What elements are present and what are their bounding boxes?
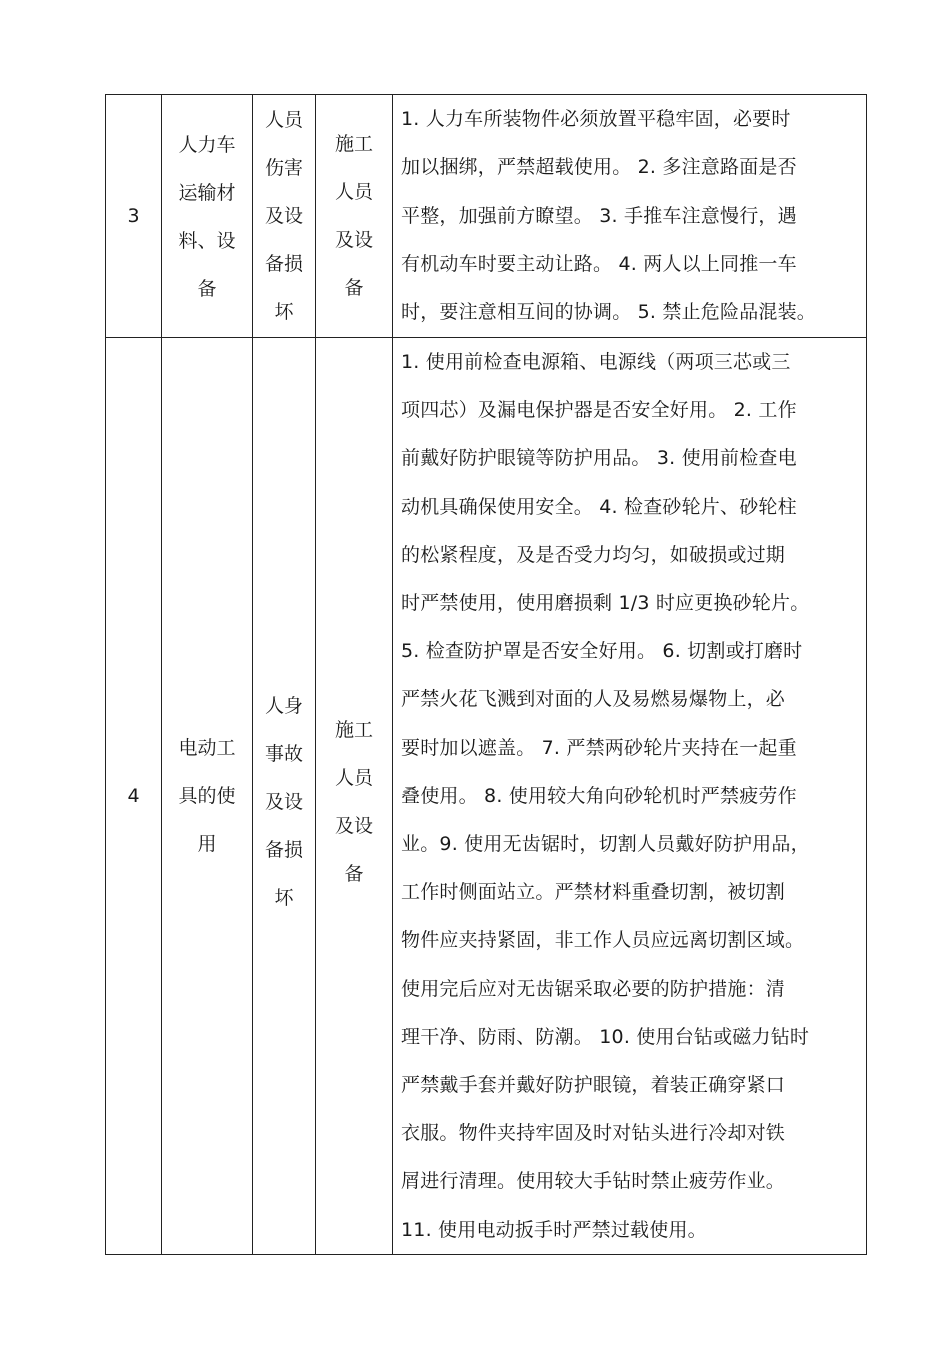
target-text: 及设 — [334, 229, 373, 251]
measure-line: 1. 人力车所装物件必须放置平稳牢固，必要时 — [401, 108, 791, 130]
target-text: 备 — [344, 862, 364, 885]
hazard-text: 坏 — [274, 301, 294, 323]
hazard-text: 坏 — [274, 886, 294, 909]
target-text: 备 — [344, 277, 364, 299]
table-row — [106, 338, 867, 1255]
target-cell — [316, 95, 393, 338]
measure-line: 加以捆绑，严禁超载使用。 2. 多注意路面是否 — [401, 156, 797, 179]
measure-line: 动机具确保使用安全。 4. 检查砂轮片、砂轮柱 — [401, 495, 797, 518]
hazard-text: 事故 — [264, 742, 303, 765]
activity-text: 用 — [197, 832, 217, 855]
activity-cell — [162, 95, 253, 338]
hazard-text: 及设 — [264, 205, 303, 227]
measure-line: 11. 使用电动扳手时严禁过载使用。 — [401, 1218, 707, 1241]
row-number: 3 — [106, 95, 162, 338]
measure-line: 项四芯）及漏电保护器是否安全好用。 2. 工作 — [401, 399, 797, 422]
measure-line: 严禁戴手套并戴好防护眼镜，着装正确穿紧口 — [401, 1074, 786, 1097]
measure-line: 严禁火花飞溅到对面的人及易燃易爆物上，必 — [401, 688, 786, 711]
hazard-text: 人身 — [264, 694, 303, 717]
measure-line: 的松紧程度，及是否受力均匀，如破损或过期 — [401, 543, 786, 566]
activity-text: 运输材 — [178, 182, 236, 204]
measure-line: 要时加以遮盖。 7. 严禁两砂轮片夹持在一起重 — [401, 736, 797, 759]
measure-line: 屑进行清理。使用较大手钻时禁止疲劳作业。 — [401, 1170, 786, 1193]
hazard-text: 伤害 — [264, 157, 303, 179]
measure-line: 前戴好防护眼镜等防护用品。 3. 使用前检查电 — [401, 447, 797, 470]
activity-text: 备 — [197, 278, 217, 300]
hazard-text: 人员 — [264, 109, 303, 131]
target-text: 施工 — [334, 718, 373, 741]
measure-line: 使用完后应对无齿锯采取必要的防护措施：清 — [401, 977, 786, 1000]
measures-cell — [393, 95, 867, 338]
measure-line: 1. 使用前检查电源箱、电源线（两项三芯或三 — [401, 351, 791, 373]
target-text: 人员 — [334, 181, 373, 203]
activity-text: 人力车 — [178, 134, 236, 156]
measure-line: 时严禁使用，使用磨损剩 1/3 时应更换砂轮片。 — [401, 592, 810, 615]
safety-measures-table — [105, 94, 867, 1255]
measure-line: 叠使用。 8. 使用较大角向砂轮机时严禁疲劳作 — [401, 784, 797, 807]
activity-text: 具的使 — [178, 784, 236, 807]
activity-text: 料、设 — [178, 230, 236, 252]
measure-line: 物件应夹持紧固，非工作人员应远离切割区域。 — [401, 929, 805, 952]
measure-line: 5. 检查防护罩是否安全好用。 6. 切割或打磨时 — [401, 640, 803, 663]
hazard-text: 备损 — [264, 838, 303, 861]
hazard-text: 及设 — [264, 790, 303, 813]
measure-line: 理干净、防雨、防潮。 10. 使用台钻或磁力钻时 — [401, 1025, 810, 1048]
target-text: 及设 — [334, 814, 373, 837]
hazard-cell — [253, 95, 316, 338]
measure-line: 衣服。物件夹持牢固及时对钻头进行冷却对铁 — [401, 1122, 786, 1145]
activity-cell — [162, 338, 253, 1255]
target-cell — [316, 338, 393, 1255]
table-row — [106, 95, 867, 338]
measure-line: 时，要注意相互间的协调。 5. 禁止危险品混装。 — [401, 301, 817, 324]
target-text: 施工 — [334, 133, 373, 155]
measure-line: 有机动车时要主动让路。 4. 两人以上同推一车 — [401, 252, 797, 275]
measure-line: 平整，加强前方瞭望。 3. 手推车注意慢行，遇 — [401, 204, 797, 227]
activity-text: 电动工 — [178, 736, 236, 759]
hazard-cell — [253, 338, 316, 1255]
measures-cell — [393, 338, 867, 1255]
measure-line: 业。9. 使用无齿锯时，切割人员戴好防护用品， — [401, 833, 810, 856]
hazard-text: 备损 — [264, 253, 303, 275]
measure-line: 工作时侧面站立。严禁材料重叠切割，被切割 — [401, 881, 786, 904]
row-number: 4 — [106, 338, 162, 1255]
target-text: 人员 — [334, 766, 373, 789]
